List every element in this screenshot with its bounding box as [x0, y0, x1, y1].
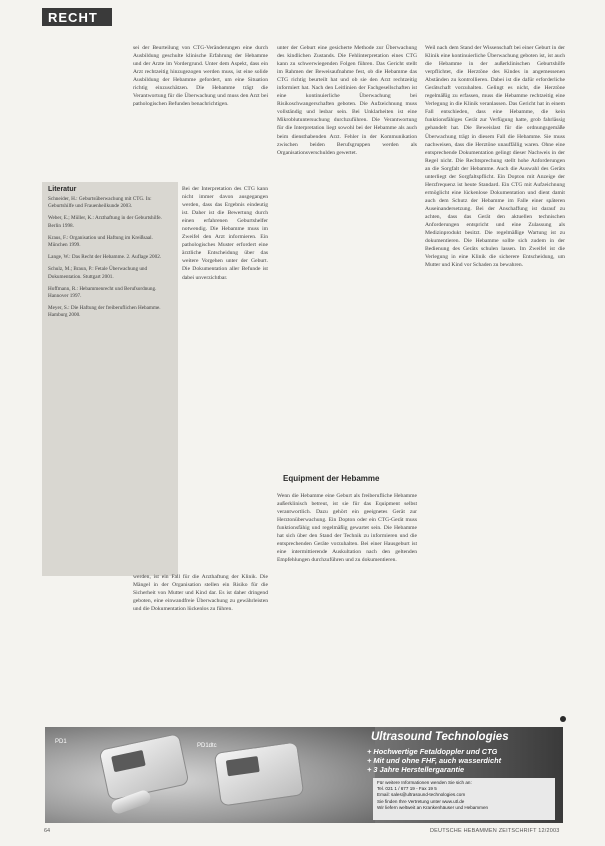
ad-bullet-list: [367, 747, 501, 775]
literature-entry: Kraus, F.: Organisation und Haftung im Kreißsaal. München 1999.: [48, 234, 153, 249]
paragraph: werden, ist ein Fall für die Arzthaftung der Klinik. Die Mängel in der Organisation stellen ein Risiko für die Sicherheit von Mutter und Kind dar. Es ist daher dringend geboten, eine einwandfreie Überwachung zu gewährleisten und die Dokumentation lückenlos zu führen.: [133, 574, 268, 613]
ad-product-photo: [45, 727, 375, 823]
ad-bullet: + Hochwertige Fetaldoppler und CTG: [367, 747, 498, 756]
article-column-3: [425, 44, 565, 724]
section-subheading: Equipment der Hebamme: [283, 474, 380, 483]
literature-entry: Meyer, S.: Die Haftung der freiberuflichen Hebamme. Hamburg 2000.: [48, 305, 161, 319]
literature-entry: Schneider, H.: Geburtsüberwachung mit CTG. In: Geburtshilfe und Frauenheilkunde 2003.: [48, 196, 152, 210]
literature-entry: Weber, E.; Müller, K.: Arzthaftung in der Geburtshilfe. Berlin 1998.: [48, 215, 162, 229]
paragraph: Bei der Interpretation des CTG kann nicht immer davon ausgegangen werden, dass das Ergebnis eindeutig ist. Daher ist die Bewertung durch einen erfahrenen Geburtshelfer notwendig. Die Hebamme muss im Zweifel den Arzt informieren. Ein pathologisches Muster erfordert eine ärztliche Entscheidung über das weitere Vorgehen unter der Geburt. Die Dokumentation aller Befunde ist dabei unverzichtbar.: [182, 186, 268, 281]
ad-contact-line: Sie finden Ihre Vertretung unter www.utl.de: [377, 798, 465, 804]
paragraph: Wenn die Hebamme eine Geburt als freiberufliche Hebamme außerklinisch betreut, ist sie für das Equipment selbst verantwortlich. Dazu gehört ein geeignetes Gerät zur Herztonüberwachung. Ein Dopton oder ein CTG-Gerät muss funktionsfähig und regelmäßig gewartet sein. Die Hebamme hat sich über den Stand der Technik zu informieren und die entsprechenden Geräte vorzuhalten. Bei einer Hausgeburt ist eine intermittierende Auskultation nach den geltenden Empfehlungen durchzuführen und zu dokumentieren.: [277, 493, 417, 564]
ad-contact-line: Tel. 021 1 / 677 19 - Fax 19 5: [377, 786, 437, 792]
literature-entry: Lange, W.: Das Recht der Hebamme. 2. Auflage 2002.: [48, 254, 162, 261]
article-column-2-top: [277, 44, 417, 422]
literature-list: [42, 196, 178, 320]
literature-box: [42, 182, 178, 576]
ad-bullet: + Mit und ohne FHF, auch wasserdicht: [367, 756, 502, 766]
ad-product-label: PD1: [55, 739, 67, 745]
literature-entry: Hoffmann, R.: Hebammenrecht und Berufsordnung. Hannover 1997.: [48, 285, 157, 300]
literature-title: Literatur: [48, 186, 77, 193]
article-column-1-middle: [182, 185, 268, 573]
ad-title: Ultrasound Technologies: [371, 731, 509, 743]
ad-product-label: PD1dtc: [197, 743, 217, 749]
ad-contact-box: [373, 778, 555, 820]
article-column-1-bottom: [133, 573, 268, 723]
literature-entry: Schulz, M.; Braun, P.: Fetale Überwachung und Dokumentation. Stuttgart 2001.: [48, 266, 148, 280]
journal-name: DEUTSCHE HEBAMMEN ZEITSCHRIFT 12/2003: [430, 828, 560, 834]
article-column-2-bottom: [277, 492, 417, 724]
paragraph: Weil nach dem Stand der Wissenschaft bei einer Geburt in der Klinik eine kontinuierliche Überwachung geboten ist, ist auch die Hebamme in der außerklinischen Geburtshilfe verpflichtet, die Herztöne des Kindes in angemessenen Abständen zu kontrollieren. Dabei ist die dafür erforderliche Gerätschaft vorzuhalten. Gelingt es nicht, die Herztöne regelmäßig zu erfassen, muss die Hebamme rechtzeitig eine Verlegung in die Klinik veranlassen. Das Gericht hat in einem Fall entschieden, dass eine Hebamme, die kein funktionsfähiges Gerät zur Verfügung hatte, grob fahrlässig gehandelt hat. Die Beweislast für die ordnungsgemäße Überwachung trägt in diesem Fall die Hebamme. Sie muss nachweisen, dass die Herztöne unauffällig waren. Ohne eine entsprechende Dokumentation gelingt dieser Nachweis in der Regel nicht. Die Rechtsprechung stellt hohe Anforderungen an die Sorgfalt der Hebamme. Auch die Auswahl des Geräts unterliegt der Sorgfaltspflicht. Ein Dopton mit Anzeige der Herzfrequenz ist heute Standard. Ein CTG mit Aufzeichnung ermöglicht eine lückenlose Dokumentation und dient damit auch dem Schutz der Hebamme im Falle einer späteren Auseinandersetzung. Bei der Anschaffung ist darauf zu achten, dass das Gerät den aktuellen technischen Anforderungen entspricht und eine Zulassung als Medizinprodukt besitzt. Die regelmäßige Wartung ist zu dokumentieren. Die Hebamme sollte sich zudem in der Bedienung des Geräts schulen lassen. Im Zweifel ist die Verlegung in eine Klinik die sicherere Entscheidung, um Mutter und Kind vor Schaden zu bewahren.: [425, 45, 565, 269]
paragraph: sei der Beurteilung von CTG-Veränderungen eine durch Ausbildung geschulte klinische Erfahrung der Hebamme und der Arzte im Vordergrund. Unter dem Aspekt, dass ein Arzt rechtzeitig hinzugezogen werden muss, ist eine solide Ausbildung der Hebamme gefordert, um eine Situation richtig einzuschätzen. Die Hebamme trägt die Verantwortung für die Überwachung und muss den Arzt bei pathologischen Befunden benachrichtigen.: [133, 45, 268, 108]
paragraph: unter der Geburt eine gesicherte Methode zur Überwachung des kindlichen Zustands. Die Fehlinterpretation eines CTG kann zu schwerwiegenden Folgen führen. Das Gericht stellt im Rahmen der Beweisaufnahme fest, ob die Hebamme das CTG richtig beurteilt hat und ob sie den Arzt rechtzeitig informiert hat. Nach den Leitlinien der Fachgesellschaften ist eine kontinuierliche Überwachung bei Risikoschwangerschaften geboten. Die Aufzeichnung muss vollständig und lesbar sein. Bei Unklarheiten ist eine Mikroblutuntersuchung durchzuführen. Die Verantwortung für die Interpretation liegt sowohl bei der Hebamme als auch beim diensthabenden Arzt. Fehler in der Kommunikation zwischen beiden Berufsgruppen werden als Organisationsverschulden gewertet.: [277, 45, 417, 156]
ad-bullet: + 3 Jahre Herstellergarantie: [367, 765, 465, 775]
advertisement: [45, 727, 563, 823]
article-column-1-top: [133, 44, 268, 182]
doppler-device-image: [214, 741, 305, 806]
page-number: 64: [44, 828, 51, 834]
ad-contact-line: Für weitere Informationen wenden Sie sich an:: [377, 780, 472, 785]
end-of-article-icon: [560, 716, 566, 722]
ad-contact-line: Email: sales@ultrasound-technologies.com: [377, 792, 466, 798]
section-title: RECHT: [42, 8, 112, 26]
ad-contact-line: Wir liefern weltweit an Krankenhäuser und Hebammen: [377, 804, 489, 810]
